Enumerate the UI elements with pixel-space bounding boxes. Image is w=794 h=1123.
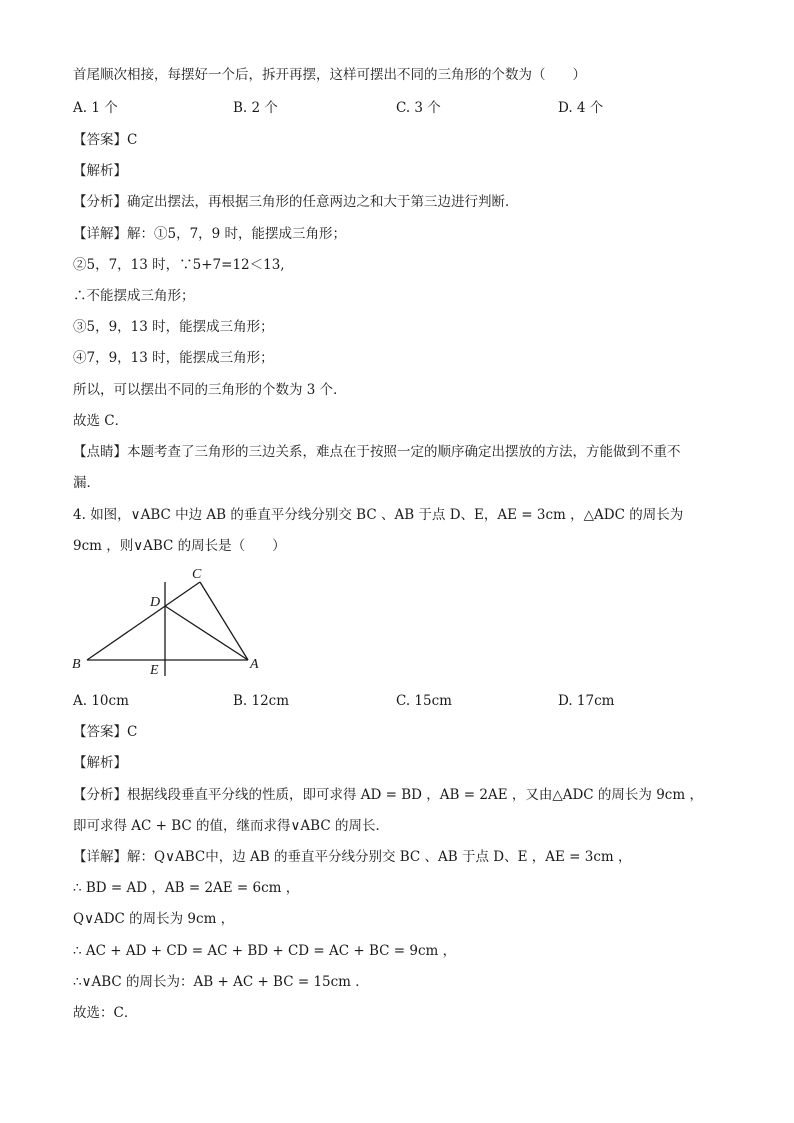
- q3-analysis-line: 【点睛】本题考查了三角形的三边关系，难点在于按照一定的顺序确定出摆放的方法，方能做到不重不: [73, 444, 681, 460]
- q4-analysis-line: 即可求得 AC + BC 的值，继而求得∨ABC 的周长．: [73, 818, 389, 834]
- q3-analysis-line: ∴不能摆成三角形；: [73, 288, 195, 304]
- q3-analysis-line: 漏．: [73, 475, 100, 491]
- q3-analysis-line: ③5，9，13 时，能摆成三角形；: [73, 319, 274, 335]
- label-c: C: [192, 567, 202, 582]
- q4-answer: 【答案】C: [73, 724, 138, 740]
- q3-analysis-heading: 【解析】: [73, 163, 127, 179]
- q3-option-c: C. 3 个: [396, 100, 441, 116]
- q4-option-a: A. 10cm: [73, 693, 129, 709]
- q4-analysis-line: ∴∨ABC 的周长为：AB + AC + BC = 15cm ．: [73, 974, 369, 990]
- q3-option-b: B. 2 个: [233, 100, 278, 116]
- q3-analysis-line: 所以，可以摆出不同的三角形的个数为 3 个．: [73, 382, 347, 398]
- segment-da: [165, 606, 248, 660]
- q4-option-d: D. 17cm: [558, 693, 615, 709]
- q3-option-d: D. 4 个: [558, 100, 604, 116]
- label-d: D: [150, 595, 161, 610]
- q4-number: 4.: [73, 507, 86, 523]
- q3-analysis-line: 【详解】解：①5，7，9 时，能摆成三角形；: [73, 226, 347, 242]
- label-b: B: [72, 657, 81, 672]
- q3-analysis-line: 故选 C．: [73, 413, 129, 429]
- q3-option-a: A. 1 个: [73, 100, 118, 116]
- q4-option-b: B. 12cm: [233, 693, 290, 709]
- q4-analysis-line: Q∨ADC 的周长为 9cm ，: [73, 911, 235, 927]
- q3-answer: 【答案】C: [73, 132, 138, 148]
- q3-stem-tail: 首尾顺次相接，每摆好一个后，拆开再摆，这样可摆出不同的三角形的个数为（ ）: [73, 67, 586, 83]
- label-e: E: [150, 663, 159, 678]
- q4-analysis-heading: 【解析】: [73, 755, 127, 771]
- label-a: A: [250, 657, 259, 672]
- segment-bc: [87, 582, 200, 660]
- q4-stem-line1: [73, 506, 683, 524]
- q4-analysis-line: 故选：C．: [73, 1005, 138, 1021]
- q4-triangle-figure: [60, 560, 280, 682]
- segment-ca: [200, 582, 248, 660]
- q4-analysis-line: 【详解】解：Q∨ABC中，边 AB 的垂直平分线分别交 BC 、AB 于点 D、E ，AE = 3cm ，: [73, 849, 632, 865]
- q3-analysis-line: 【分析】确定出摆法，再根据三角形的任意两边之和大于第三边进行判断．: [73, 194, 519, 210]
- q4-stem-text: 如图，∨ABC 中边 AB 的垂直平分线分别交 BC 、AB 于点 D、E，AE = 3cm ，△ADC 的周长为: [90, 507, 684, 523]
- q3-analysis-line: ④7，9，13 时，能摆成三角形；: [73, 350, 274, 366]
- q4-analysis-line: 【分析】根据线段垂直平分线的性质，即可求得 AD = BD ，AB = 2AE ，又由△ADC 的周长为 9cm ，: [73, 787, 703, 803]
- q4-stem-line2: 9cm ，则∨ABC 的周长是（ ）: [73, 538, 286, 554]
- q3-analysis-line: ②5，7，13 时，∵5+7=12＜13,: [73, 257, 285, 273]
- q4-option-c: C. 15cm: [396, 693, 452, 709]
- q4-analysis-line: ∴ AC + AD + CD = AC + BD + CD = AC + BC = 9cm ，: [73, 943, 457, 959]
- q4-analysis-line: ∴ BD = AD ，AB = 2AE = 6cm ，: [73, 880, 300, 896]
